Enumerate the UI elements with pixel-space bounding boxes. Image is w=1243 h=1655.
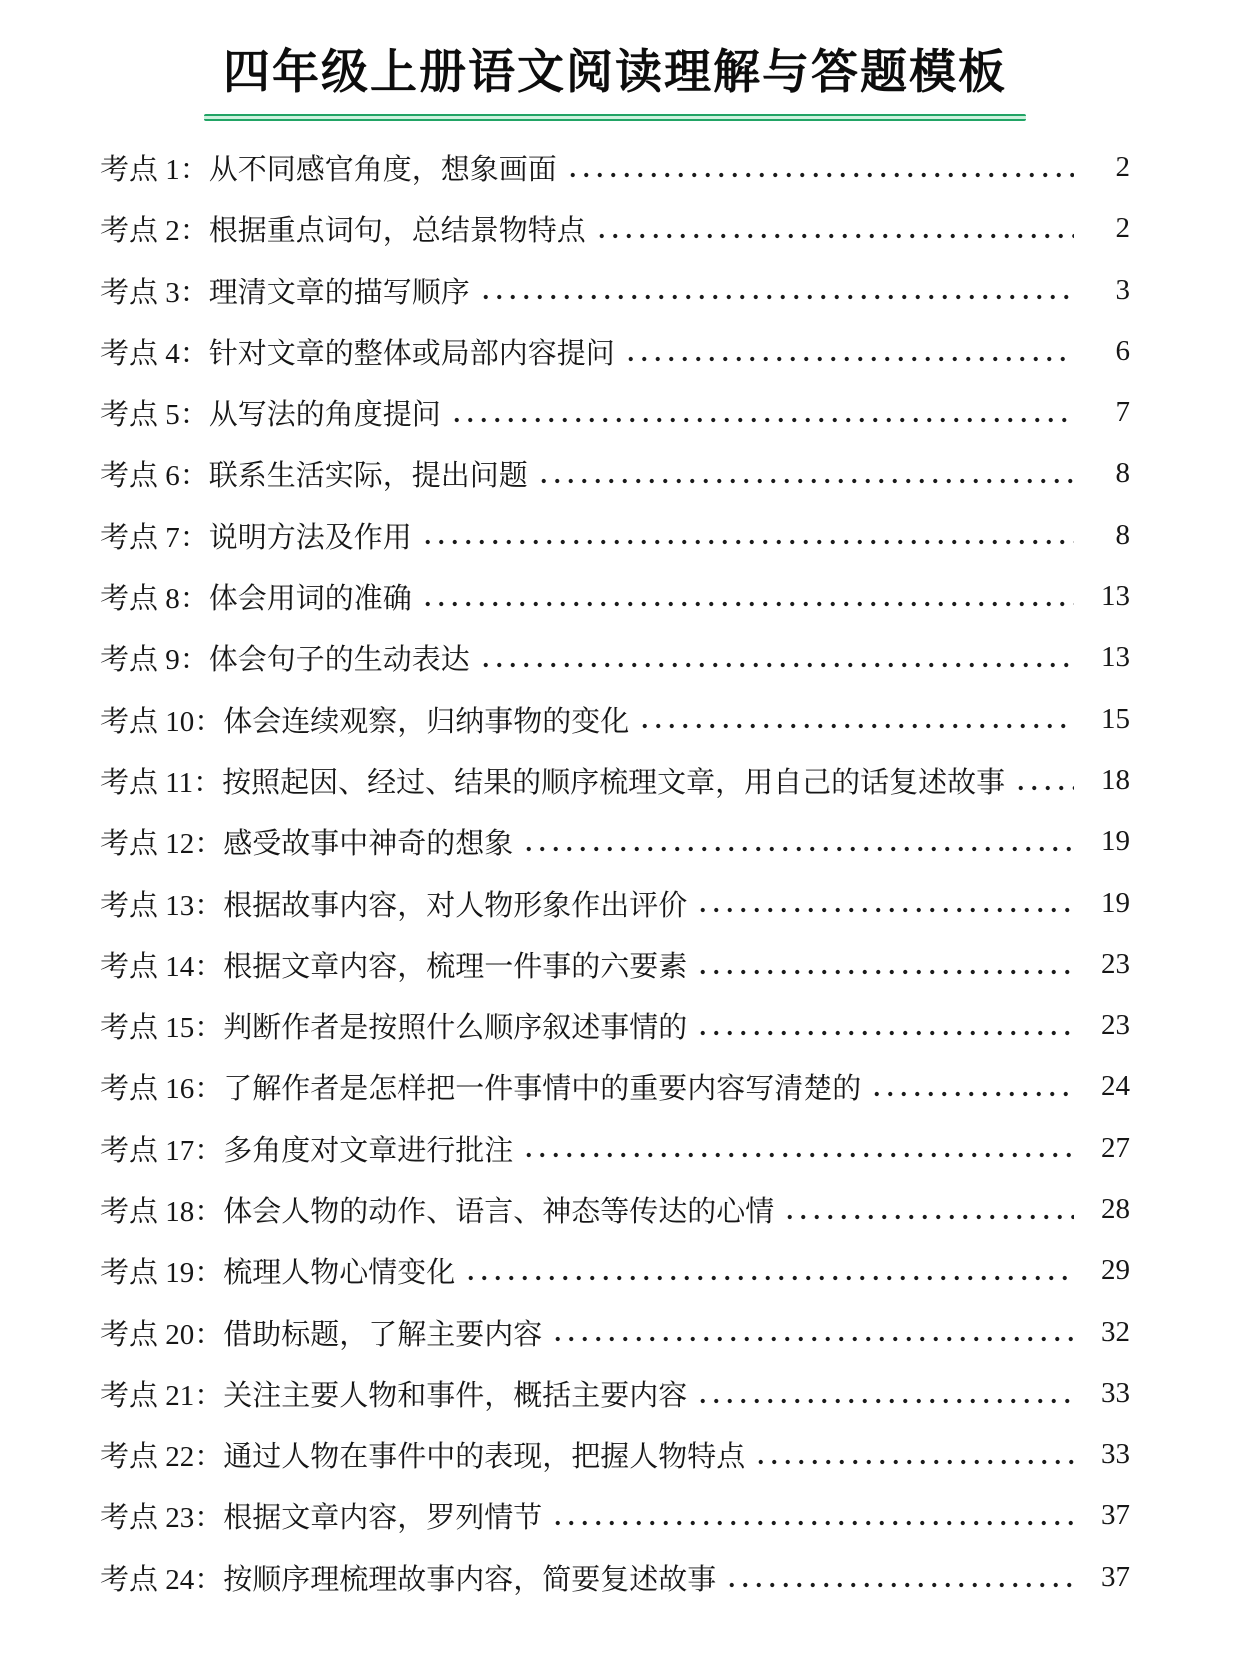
toc-entry-page: 29 <box>1101 1254 1130 1287</box>
dot-leader <box>693 995 1074 1056</box>
toc-entry-page: 18 <box>1101 763 1130 796</box>
title-underline <box>204 114 1026 121</box>
dot-leader <box>519 811 1074 872</box>
toc-entry-label: 考点 3：理清文章的描写顺序 <box>100 276 470 309</box>
dot-leader <box>722 1547 1074 1608</box>
toc-entry-label: 考点 10：体会连续观察，归纳事物的变化 <box>100 705 630 738</box>
toc-entry-page: 15 <box>1101 702 1130 735</box>
dot-leader <box>563 137 1074 198</box>
dot-leader <box>1011 750 1074 811</box>
toc-entry <box>100 1179 1130 1240</box>
dot-leader <box>635 688 1074 749</box>
toc-entry-page: 28 <box>1101 1192 1130 1225</box>
toc-entry <box>100 198 1130 259</box>
dot-leader <box>418 505 1074 566</box>
toc-entry-label: 考点 11：按照起因、经过、结果的顺序梳理文章，用自己的话复述故事 <box>100 766 1006 799</box>
toc-entry-label: 考点 18：体会人物的动作、语言、神态等传达的心情 <box>100 1195 775 1228</box>
dot-leader <box>751 1424 1074 1485</box>
dot-leader <box>476 259 1074 320</box>
toc-entry-label: 考点 21：关注主要人物和事件，概括主要内容 <box>100 1379 688 1412</box>
toc-entry-label: 考点 8：体会用词的准确 <box>100 583 412 616</box>
toc-entry-label: 考点 16：了解作者是怎样把一件事情中的重要内容写清楚的 <box>100 1073 862 1106</box>
toc-entry-page: 13 <box>1101 580 1130 613</box>
toc-entry <box>100 1301 1130 1362</box>
toc-entry-label: 考点 19：梳理人物心情变化 <box>100 1257 456 1290</box>
dot-leader <box>534 443 1074 504</box>
dot-leader <box>621 321 1074 382</box>
dot-leader <box>693 872 1074 933</box>
toc-entry <box>100 750 1130 811</box>
toc-entry <box>100 1424 1130 1485</box>
toc-entry <box>100 872 1130 933</box>
dot-leader <box>693 1363 1074 1424</box>
toc-entry-page: 19 <box>1101 886 1130 919</box>
toc-entry-page: 23 <box>1101 947 1130 980</box>
toc-entry-label: 考点 9：体会句子的生动表达 <box>100 644 470 677</box>
toc-entry <box>100 811 1130 872</box>
toc-entry-page: 2 <box>1115 212 1130 245</box>
toc-entry-page: 3 <box>1115 273 1130 306</box>
toc-entry-label: 考点 2：根据重点词句，总结景物特点 <box>100 215 586 248</box>
toc-entry-page: 7 <box>1115 396 1130 429</box>
toc-entry <box>100 627 1130 688</box>
toc-entry-page: 13 <box>1101 641 1130 674</box>
toc-entry-label: 考点 12：感受故事中神奇的想象 <box>100 828 514 861</box>
toc-entry <box>100 505 1130 566</box>
toc-entry <box>100 1547 1130 1608</box>
dot-leader <box>476 627 1074 688</box>
dot-leader <box>592 198 1074 259</box>
toc-entry-page: 8 <box>1115 457 1130 490</box>
toc-entry-label: 考点 17：多角度对文章进行批注 <box>100 1134 514 1167</box>
toc-entry-label: 考点 14：根据文章内容，梳理一件事的六要素 <box>100 950 688 983</box>
toc-entry-label: 考点 20：借助标题，了解主要内容 <box>100 1318 543 1351</box>
toc-entry <box>100 382 1130 443</box>
toc-entry-label: 考点 5：从写法的角度提问 <box>100 399 441 432</box>
toc-entry-page: 8 <box>1115 518 1130 551</box>
toc-entry-page: 24 <box>1101 1070 1130 1103</box>
dot-leader <box>867 1056 1074 1117</box>
toc-entry <box>100 934 1130 995</box>
page-title: 四年级上册语文阅读理解与答题模板 <box>223 45 1007 100</box>
dot-leader <box>418 566 1074 627</box>
toc-entry <box>100 1056 1130 1117</box>
toc-entry-label: 考点 1：从不同感官角度，想象画面 <box>100 153 557 186</box>
toc-entry-label: 考点 23：根据文章内容，罗列情节 <box>100 1502 543 1535</box>
toc-entry <box>100 137 1130 198</box>
toc-entry <box>100 1118 1130 1179</box>
toc-entry <box>100 1240 1130 1301</box>
toc-entry-page: 23 <box>1101 1009 1130 1042</box>
dot-leader <box>780 1179 1074 1240</box>
toc-entry <box>100 443 1130 504</box>
toc-entry-label: 考点 4：针对文章的整体或局部内容提问 <box>100 337 615 370</box>
toc-entry <box>100 688 1130 749</box>
dot-leader <box>447 382 1074 443</box>
dot-leader <box>519 1118 1074 1179</box>
toc-entry-page: 27 <box>1101 1131 1130 1164</box>
toc-entry <box>100 1363 1130 1424</box>
toc-entry-label: 考点 22：通过人物在事件中的表现，把握人物特点 <box>100 1441 746 1474</box>
toc-entry-label: 考点 6：联系生活实际，提出问题 <box>100 460 528 493</box>
dot-leader <box>548 1301 1074 1362</box>
toc-entry-page: 33 <box>1101 1376 1130 1409</box>
dot-leader <box>461 1240 1074 1301</box>
toc-entry <box>100 995 1130 1056</box>
toc-entry <box>100 321 1130 382</box>
toc-entry-label: 考点 7：说明方法及作用 <box>100 521 412 554</box>
toc-entry-page: 33 <box>1101 1438 1130 1471</box>
toc-entry-label: 考点 24：按顺序理梳理故事内容，简要复述故事 <box>100 1563 717 1596</box>
toc-entry-page: 6 <box>1115 334 1130 367</box>
toc-entry-page: 32 <box>1101 1315 1130 1348</box>
toc-entry-page: 37 <box>1101 1499 1130 1532</box>
toc-list <box>100 137 1130 1608</box>
dot-leader <box>693 934 1074 995</box>
toc-entry-label: 考点 13：根据故事内容，对人物形象作出评价 <box>100 889 688 922</box>
toc-entry-page: 37 <box>1101 1560 1130 1593</box>
toc-entry <box>100 259 1130 320</box>
toc-entry-page: 2 <box>1115 150 1130 183</box>
toc-entry-page: 19 <box>1101 825 1130 858</box>
toc-entry <box>100 566 1130 627</box>
toc-entry-label: 考点 15：判断作者是按照什么顺序叙述事情的 <box>100 1012 688 1045</box>
dot-leader <box>548 1485 1074 1546</box>
toc-entry <box>100 1485 1130 1546</box>
